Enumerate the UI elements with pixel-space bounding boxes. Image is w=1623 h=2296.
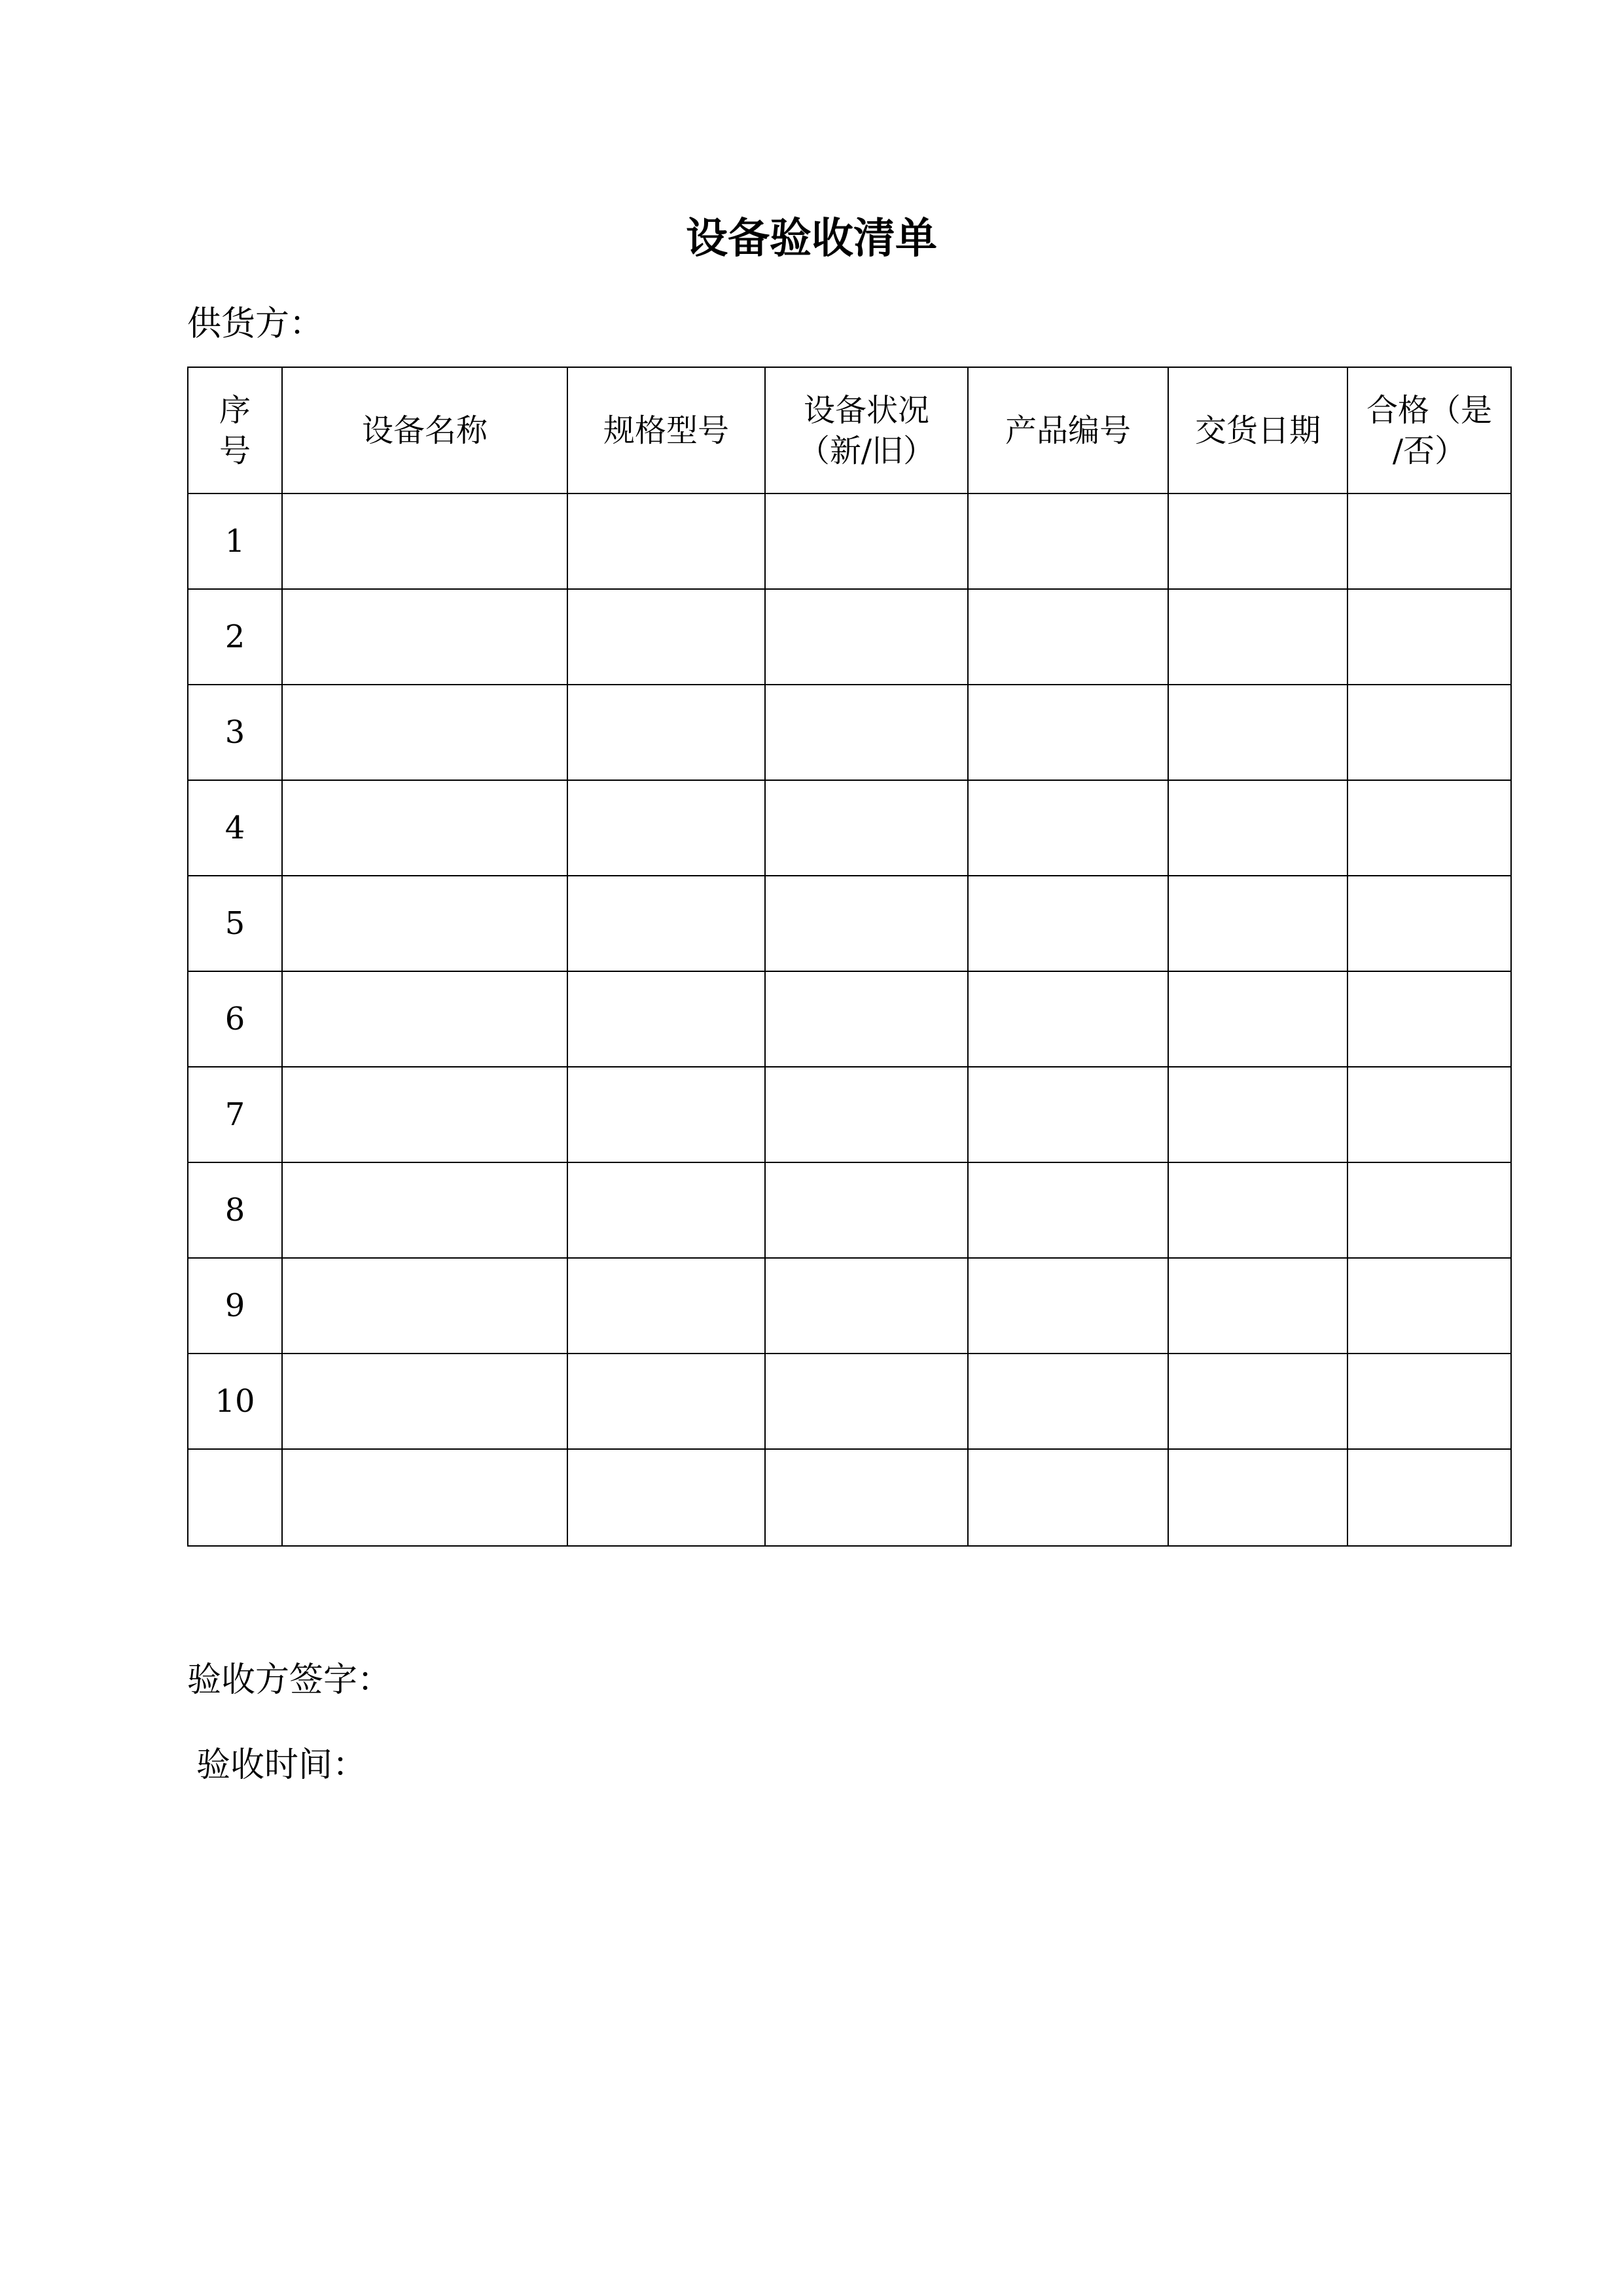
row-spec-cell	[567, 1258, 765, 1354]
row-spec-cell	[567, 971, 765, 1067]
row-serial-cell	[968, 1354, 1168, 1449]
row-serial-cell	[968, 876, 1168, 971]
row-spec-cell	[567, 1162, 765, 1258]
table-row	[188, 780, 1511, 876]
equipment-table	[187, 367, 1512, 1547]
row-name-cell	[282, 876, 567, 971]
table-row	[188, 1354, 1511, 1449]
header-spec-model: 规格型号	[567, 367, 765, 493]
header-equipment-name: 设备名称	[282, 367, 567, 493]
row-name-cell	[282, 1162, 567, 1258]
inspection-time-label: 验收时间：	[196, 1746, 367, 1785]
row-seq-cell: 2	[188, 589, 282, 685]
row-spec-cell	[567, 589, 765, 685]
row-condition-cell	[765, 876, 968, 971]
row-pass-cell	[1347, 1449, 1511, 1546]
row-pass-cell	[1347, 1067, 1511, 1162]
header-seq	[188, 367, 282, 493]
row-delivery-date-cell	[1168, 1449, 1347, 1546]
table-row	[188, 876, 1511, 971]
row-condition-cell	[765, 1162, 968, 1258]
header-seq-line2: 号	[219, 432, 251, 469]
header-seq-line1: 序	[219, 391, 251, 429]
row-serial-cell	[968, 971, 1168, 1067]
document-title: 设备验收清单	[686, 215, 937, 263]
row-seq-cell: 9	[188, 1258, 282, 1354]
row-seq-cell: 1	[188, 493, 282, 589]
row-name-cell	[282, 1258, 567, 1354]
row-seq-cell	[188, 1449, 282, 1546]
row-pass-cell	[1347, 1162, 1511, 1258]
row-seq-cell: 5	[188, 876, 282, 971]
row-seq-cell: 8	[188, 1162, 282, 1258]
row-pass-cell	[1347, 971, 1511, 1067]
row-delivery-date-cell	[1168, 1067, 1347, 1162]
row-spec-cell	[567, 1354, 765, 1449]
row-seq-cell: 3	[188, 685, 282, 780]
row-delivery-date-cell	[1168, 589, 1347, 685]
row-pass-cell	[1347, 685, 1511, 780]
row-delivery-date-cell	[1168, 876, 1347, 971]
header-serial-number: 产品编号	[968, 367, 1168, 493]
row-pass-cell	[1347, 589, 1511, 685]
row-pass-cell	[1347, 1258, 1511, 1354]
row-serial-cell	[968, 493, 1168, 589]
row-delivery-date-cell	[1168, 780, 1347, 876]
row-delivery-date-cell	[1168, 685, 1347, 780]
table-body	[188, 493, 1511, 1546]
row-name-cell	[282, 1449, 567, 1546]
row-delivery-date-cell	[1168, 1354, 1347, 1449]
row-condition-cell	[765, 685, 968, 780]
supplier-label: 供货方：	[187, 304, 324, 344]
row-name-cell	[282, 685, 567, 780]
row-delivery-date-cell	[1168, 1162, 1347, 1258]
row-serial-cell	[968, 589, 1168, 685]
row-name-cell	[282, 1067, 567, 1162]
header-condition	[765, 367, 968, 493]
row-spec-cell	[567, 493, 765, 589]
row-spec-cell	[567, 876, 765, 971]
row-delivery-date-cell	[1168, 1258, 1347, 1354]
table-row	[188, 1162, 1511, 1258]
row-condition-cell	[765, 493, 968, 589]
table-row	[188, 1067, 1511, 1162]
table-row	[188, 1449, 1511, 1546]
row-name-cell	[282, 1354, 567, 1449]
table-row	[188, 971, 1511, 1067]
header-pass-line1: 合格（是	[1366, 391, 1492, 429]
row-pass-cell	[1347, 780, 1511, 876]
header-pass-line2: /否）	[1392, 432, 1467, 469]
table-row	[188, 685, 1511, 780]
row-delivery-date-cell	[1168, 971, 1347, 1067]
row-serial-cell	[968, 1162, 1168, 1258]
row-serial-cell	[968, 685, 1168, 780]
row-delivery-date-cell	[1168, 493, 1347, 589]
row-serial-cell	[968, 780, 1168, 876]
table-row	[188, 589, 1511, 685]
row-name-cell	[282, 971, 567, 1067]
table-row	[188, 1258, 1511, 1354]
row-spec-cell	[567, 780, 765, 876]
row-name-cell	[282, 780, 567, 876]
row-pass-cell	[1347, 876, 1511, 971]
row-condition-cell	[765, 1067, 968, 1162]
row-spec-cell	[567, 1067, 765, 1162]
row-seq-cell: 6	[188, 971, 282, 1067]
header-condition-line1: 设备状况	[803, 391, 929, 429]
row-spec-cell	[567, 1449, 765, 1546]
row-condition-cell	[765, 780, 968, 876]
table-header-row	[188, 367, 1511, 493]
row-condition-cell	[765, 1354, 968, 1449]
table-row	[188, 493, 1511, 589]
row-name-cell	[282, 493, 567, 589]
row-pass-cell	[1347, 1354, 1511, 1449]
row-condition-cell	[765, 1258, 968, 1354]
row-seq-cell: 10	[188, 1354, 282, 1449]
row-name-cell	[282, 589, 567, 685]
row-serial-cell	[968, 1449, 1168, 1546]
row-spec-cell	[567, 685, 765, 780]
signature-label: 验收方签字：	[187, 1660, 392, 1700]
row-serial-cell	[968, 1258, 1168, 1354]
header-condition-line2: （新/旧）	[798, 432, 935, 469]
header-delivery-date: 交货日期	[1168, 367, 1347, 493]
row-seq-cell: 4	[188, 780, 282, 876]
row-condition-cell	[765, 1449, 968, 1546]
row-condition-cell	[765, 589, 968, 685]
row-condition-cell	[765, 971, 968, 1067]
header-pass	[1347, 367, 1511, 493]
row-seq-cell: 7	[188, 1067, 282, 1162]
row-serial-cell	[968, 1067, 1168, 1162]
row-pass-cell	[1347, 493, 1511, 589]
